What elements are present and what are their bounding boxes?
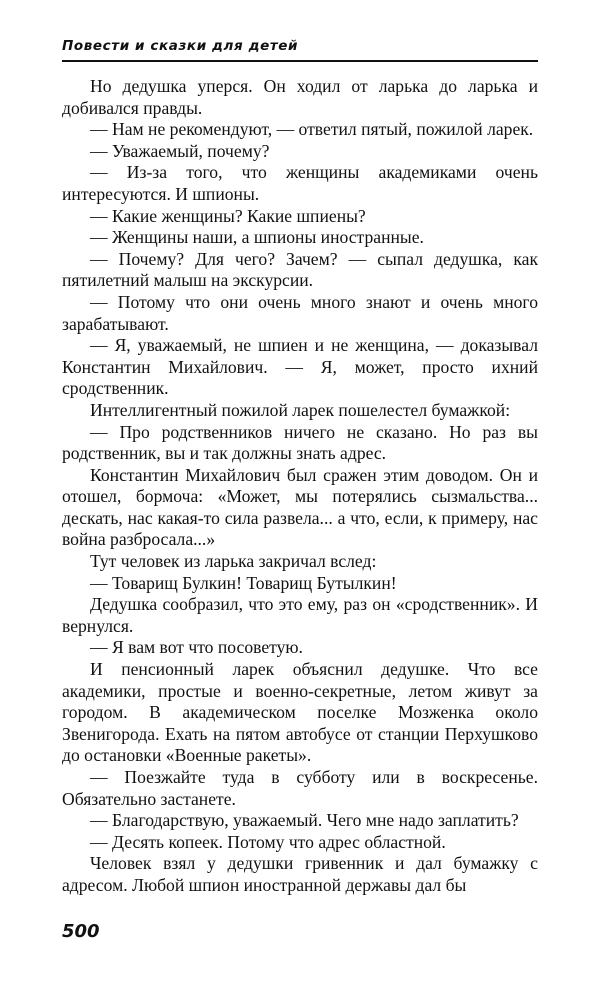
paragraph: — Про родственников ничего не сказано. Но раз вы родственник, вы и так должны знать адрес.: [62, 421, 538, 464]
page-header: [62, 38, 538, 55]
page-number: 500: [62, 921, 100, 942]
paragraph: — Я вам вот что посоветую.: [90, 637, 303, 658]
paragraph: И пенсионный ларек объяснил дедушке. Что все академики, простые и военно-секретные, летом живут за городом. В академическом поселке Мозженка около Звенигорода. Ехать на пятом автобусе от станции Перхушково до остановки «Военные ракеты».: [62, 659, 538, 766]
paragraph: Константин Михайлович был сражен этим доводом. Он и отошел, бормоча: «Может, мы потерялись сызмальства... дескать, нас какая-то сила развела... а что, если, к примеру, нас война разбросала...»: [62, 464, 538, 550]
header-rule: [62, 60, 538, 62]
paragraph: — Поезжайте туда в субботу или в воскресенье. Обязательно застанете.: [62, 767, 538, 809]
paragraph: — Какие женщины? Какие шпиены?: [90, 205, 366, 226]
paragraph: Тут человек из ларька закричал вслед:: [90, 551, 377, 572]
text-body: [62, 76, 538, 897]
paragraph: — Нам не рекомендуют, — ответил пятый, пожилой ларек.: [90, 119, 534, 140]
paragraph: — Почему? Для чего? Зачем? — сыпал дедушка, как пятилетний малыш на экскурсии.: [62, 248, 538, 291]
running-title: Повести и сказки для детей: [62, 38, 299, 54]
paragraph: — Женщины наши, а шпионы иностранные.: [90, 227, 424, 248]
paragraph: — Уважаемый, почему?: [90, 140, 270, 161]
paragraph: Но дедушка уперся. Он ходил от ларька до ларька и добивался правды.: [62, 76, 538, 118]
paragraph: — Товарищ Булкин! Товарищ Бутылкин!: [90, 572, 397, 593]
paragraph: Интеллигентный пожилой ларек пошелестел бумажкой:: [90, 399, 511, 420]
paragraph: — Потому что они очень много знают и очень много зарабатывают.: [62, 291, 538, 334]
paragraph: Человек взял у дедушки гривенник и дал бумажку с адресом. Любой шпион иностранной державы дал бы: [62, 853, 538, 895]
paragraph: — Десять копеек. Потому что адрес областной.: [90, 831, 446, 852]
paragraph: Дедушка сообразил, что это ему, раз он «сродственник». И вернулся.: [62, 594, 538, 636]
paragraph: — Из-за того, что женщины академиками очень интересуются. И шпионы.: [62, 162, 538, 204]
paragraph: — Благодарствую, уважаемый. Чего мне надо заплатить?: [90, 810, 519, 831]
paragraph: — Я, уважаемый, не шпиен и не женщина, — доказывал Константин Михайлович. — Я, может, просто ихний сродственник.: [62, 335, 538, 399]
